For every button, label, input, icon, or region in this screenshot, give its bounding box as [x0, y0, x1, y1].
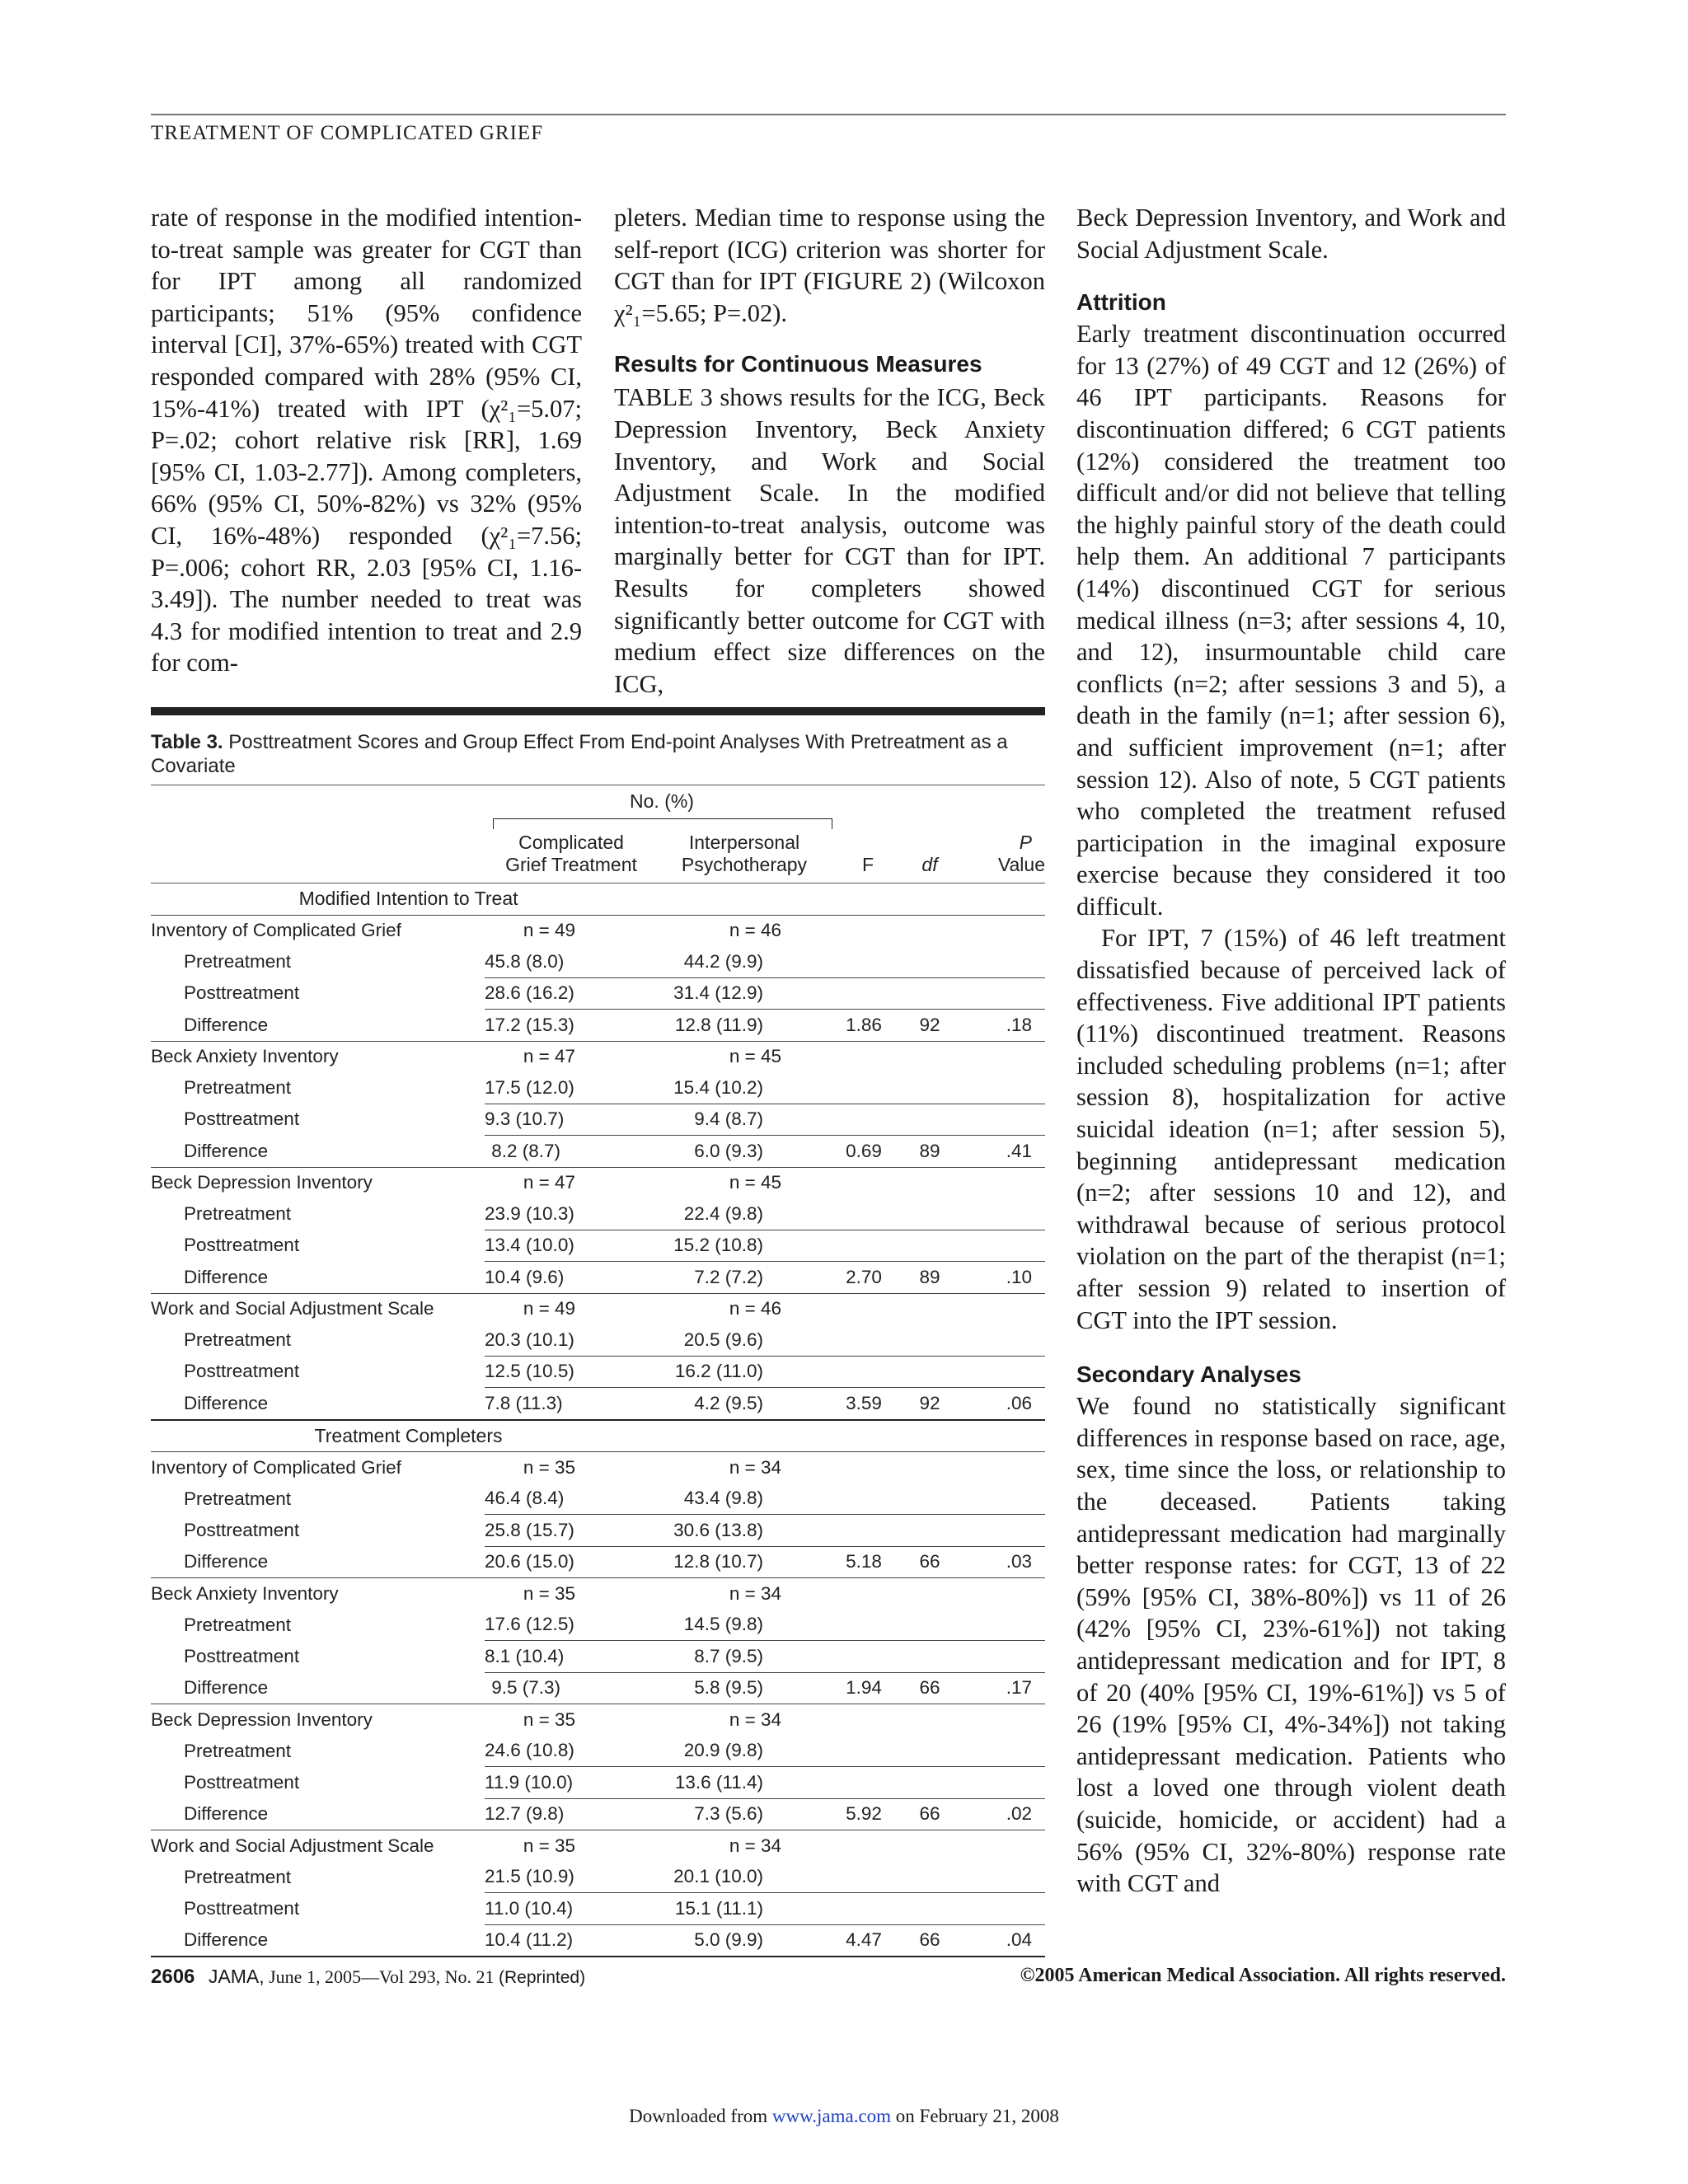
table-row	[151, 1798, 1045, 1830]
row-label: Pretreatment	[184, 1329, 292, 1350]
value-cgt: 46.4 (8.4)	[485, 1483, 658, 1515]
value-df	[897, 1736, 963, 1767]
value-f: 4.47	[831, 1924, 897, 1957]
row-label: Posttreatment	[184, 1519, 300, 1540]
value-ipt: 5.0 (9.9)	[658, 1924, 831, 1957]
measure-n-cgt: n = 49	[485, 915, 658, 946]
table-row	[151, 946, 1045, 977]
measure-row	[151, 1452, 1045, 1483]
value-ipt: 7.3 (5.6)	[694, 1803, 763, 1825]
measure-n-ipt: n = 45	[658, 1167, 831, 1198]
value-df: 66	[897, 1924, 963, 1957]
measure-row	[151, 1704, 1045, 1736]
section-title: Treatment Completers	[314, 1424, 503, 1446]
value-p: .17	[1006, 1677, 1033, 1699]
measure-empty	[963, 1293, 1045, 1324]
value-ipt: 44.2 (9.9)	[658, 946, 831, 977]
value-p: .02	[1006, 1803, 1033, 1825]
value-f	[831, 1072, 897, 1104]
row-label: Difference	[184, 1677, 269, 1698]
value-cgt: 17.5 (12.0)	[485, 1072, 658, 1104]
heading-attrition: Attrition	[1076, 289, 1166, 316]
value-df	[897, 1324, 963, 1356]
value-ipt: 22.4 (9.8)	[658, 1198, 831, 1230]
running-head: TREATMENT OF COMPLICATED GRIEF	[151, 122, 544, 144]
header-f: F	[861, 854, 874, 875]
jama-link[interactable]: www.jama.com	[771, 2106, 892, 2126]
value-cgt: 8.2 (8.7)	[491, 1140, 560, 1161]
text-column-2	[614, 202, 1045, 700]
row-label: Difference	[184, 1392, 269, 1413]
table-row	[151, 1546, 1045, 1578]
value-cgt: 20.6 (15.0)	[485, 1551, 574, 1572]
row-label: Posttreatment	[184, 1108, 300, 1130]
value-p	[963, 1767, 1045, 1799]
heading-secondary-analyses: Secondary Analyses	[1076, 1361, 1301, 1388]
value-f	[831, 1767, 897, 1799]
value-p	[963, 1515, 1045, 1547]
text-column-3	[1076, 202, 1506, 1900]
row-label: Posttreatment	[184, 1897, 300, 1919]
value-f	[831, 1641, 897, 1673]
footer-journal: JAMA,	[208, 1966, 265, 1987]
section-header-row	[151, 883, 1045, 915]
value-cgt: 17.6 (12.5)	[485, 1610, 658, 1641]
measure-empty	[831, 1293, 897, 1324]
measure-name: Beck Depression Inventory	[151, 1167, 485, 1198]
table-row	[151, 1388, 1045, 1420]
measure-n-cgt: n = 35	[485, 1830, 658, 1862]
measure-row	[151, 1041, 1045, 1072]
value-f	[831, 1610, 897, 1641]
value-cgt: 11.9 (10.0)	[485, 1767, 658, 1799]
measure-row	[151, 1830, 1045, 1862]
measure-empty	[831, 1167, 897, 1198]
value-p: .06	[1006, 1392, 1033, 1413]
row-label: Difference	[151, 1924, 485, 1957]
table-row	[151, 1198, 1045, 1230]
table-caption-text: Posttreatment Scores and Group Effect From End-point Analyses With Pretreatment as a Covariate	[151, 731, 1008, 777]
header-group-label: No. (%)	[630, 790, 694, 812]
measure-empty	[963, 1167, 1045, 1198]
measure-name: Beck Anxiety Inventory	[151, 1578, 485, 1610]
value-cgt: 20.3 (10.1)	[485, 1324, 658, 1356]
download-notice	[0, 2106, 1688, 2127]
header-p-line1: P	[1019, 832, 1032, 853]
value-p: .18	[1006, 1014, 1033, 1035]
text-column-1	[151, 202, 582, 679]
value-cgt: 9.3 (10.7)	[485, 1104, 658, 1136]
row-label: Difference	[184, 1014, 269, 1035]
heading-results-continuous: Results for Continuous Measures	[614, 351, 982, 377]
measure-empty	[831, 1578, 897, 1610]
measure-empty	[963, 1830, 1045, 1862]
header-ipt-line1: Interpersonal	[688, 832, 800, 853]
table-row	[151, 1072, 1045, 1104]
value-f	[831, 1198, 897, 1230]
measure-name: Beck Anxiety Inventory	[151, 1041, 485, 1072]
table-row	[151, 1862, 1045, 1893]
value-ipt: 12.8 (10.7)	[673, 1551, 763, 1572]
table-row	[151, 1010, 1045, 1042]
value-cgt: 25.8 (15.7)	[485, 1515, 658, 1547]
col3-paragraph-1: Beck Depression Inventory, and Work and Social Adjustment Scale.	[1076, 204, 1506, 264]
table-row	[151, 1893, 1045, 1925]
measure-row	[151, 915, 1045, 946]
value-p: .10	[1006, 1266, 1033, 1287]
table-row	[151, 977, 1045, 1010]
table-label: Table 3.	[151, 731, 223, 753]
table-row	[151, 1672, 1045, 1704]
value-df	[897, 1356, 963, 1388]
value-p	[963, 1104, 1045, 1136]
value-df: 92	[919, 1014, 940, 1035]
value-p: .04	[963, 1924, 1045, 1957]
value-ipt: 15.1 (11.1)	[658, 1893, 831, 1925]
table-3	[151, 707, 1045, 1957]
row-label: Pretreatment	[184, 1203, 292, 1224]
measure-empty	[963, 1452, 1045, 1483]
measure-empty	[897, 1167, 963, 1198]
table-header	[151, 785, 1045, 883]
value-df	[897, 1767, 963, 1799]
measure-name: Work and Social Adjustment Scale	[151, 1830, 485, 1862]
measure-n-cgt: n = 47	[485, 1167, 658, 1198]
value-df	[897, 946, 963, 977]
measure-n-cgt: n = 49	[485, 1293, 658, 1324]
download-prefix: Downloaded from	[629, 2106, 768, 2126]
value-p: .03	[1006, 1551, 1033, 1572]
measure-name: Beck Depression Inventory	[151, 1704, 485, 1736]
footer-copyright: ©2005 American Medical Association. All rights reserved.	[1020, 1965, 1506, 1986]
table-row	[151, 1230, 1045, 1262]
value-cgt: 9.5 (7.3)	[491, 1677, 560, 1699]
value-f: 0.69	[846, 1140, 882, 1161]
row-label: Pretreatment	[184, 1866, 292, 1887]
value-f	[831, 1736, 897, 1767]
measure-n-cgt: n = 35	[485, 1578, 658, 1610]
value-cgt: 12.7 (9.8)	[485, 1803, 565, 1825]
row-label: Difference	[184, 1803, 269, 1824]
header-cgt-line1: Complicated	[518, 832, 624, 853]
value-f	[831, 977, 897, 1010]
value-ipt: 8.7 (9.5)	[658, 1641, 831, 1673]
row-label: Posttreatment	[184, 982, 300, 1004]
value-ipt: 6.0 (9.3)	[694, 1140, 763, 1161]
value-p	[963, 1641, 1045, 1673]
value-cgt: 10.4 (9.6)	[485, 1266, 565, 1287]
header-p-line2: Value	[997, 854, 1045, 875]
measure-empty	[831, 1452, 897, 1483]
row-label: Pretreatment	[184, 1614, 292, 1635]
table-row	[151, 1610, 1045, 1641]
value-p	[963, 1230, 1045, 1262]
value-ipt: 31.4 (12.9)	[658, 977, 831, 1010]
row-label: Posttreatment	[184, 1645, 300, 1666]
table-row	[151, 1356, 1045, 1388]
measure-empty	[963, 1578, 1045, 1610]
value-f: 1.94	[846, 1677, 882, 1699]
measure-empty	[831, 1830, 897, 1862]
row-label: Pretreatment	[184, 1077, 292, 1098]
value-df: 66	[919, 1551, 940, 1572]
value-f: 2.70	[846, 1266, 882, 1287]
header-ipt-line2: Psychotherapy	[681, 854, 808, 875]
measure-empty	[963, 915, 1045, 946]
col2-paragraph-2: TABLE 3 shows results for the ICG, Beck Depression Inventory, Beck Anxiety Inventory, and Work and Social Adjustment Scale. In the modified intention-to-treat analysis, outcome was marginally better for CGT than for IPT. Results for completers showed significantly better outcome for CGT with medium effect size differences on the ICG,	[614, 383, 1045, 698]
value-cgt: 7.8 (11.3)	[485, 1392, 563, 1413]
value-f	[831, 1230, 897, 1262]
value-ipt: 4.2 (9.5)	[694, 1392, 763, 1413]
value-cgt: 21.5 (10.9)	[485, 1862, 658, 1893]
value-p	[963, 1483, 1045, 1515]
footer-issue: June 1, 2005—Vol 293, No. 21	[269, 1966, 495, 1987]
value-ipt: 5.8 (9.5)	[694, 1677, 763, 1699]
value-ipt: 20.1 (10.0)	[658, 1862, 831, 1893]
value-ipt: 7.2 (7.2)	[694, 1266, 763, 1287]
measure-empty	[831, 1704, 897, 1736]
measure-empty	[963, 1704, 1045, 1736]
measure-empty	[897, 915, 963, 946]
value-ipt: 20.5 (9.6)	[658, 1324, 831, 1356]
row-label: Posttreatment	[184, 1771, 300, 1793]
download-suffix: on February 21, 2008	[895, 2106, 1059, 2126]
header-df: df	[921, 854, 938, 875]
measure-row	[151, 1578, 1045, 1610]
measure-empty	[963, 1041, 1045, 1072]
value-f	[831, 1483, 897, 1515]
page-number: 2606	[151, 1966, 195, 1988]
value-df: 92	[919, 1392, 940, 1413]
value-ipt: 13.6 (11.4)	[658, 1767, 831, 1799]
value-cgt: 11.0 (10.4)	[485, 1893, 658, 1925]
value-df: 89	[919, 1140, 940, 1161]
value-df	[897, 1515, 963, 1547]
row-label: Posttreatment	[184, 1361, 300, 1382]
value-f: 3.59	[846, 1392, 882, 1413]
measure-empty	[897, 1452, 963, 1483]
value-df	[897, 1610, 963, 1641]
table-row	[151, 1924, 1045, 1957]
measure-n-cgt: n = 47	[485, 1041, 658, 1072]
value-df	[897, 1893, 963, 1925]
value-df	[897, 1230, 963, 1262]
footer-reprinted: (Reprinted)	[499, 1968, 586, 1987]
measure-empty	[897, 1578, 963, 1610]
section-title: Modified Intention to Treat	[298, 888, 518, 910]
measure-name: Work and Social Adjustment Scale	[151, 1293, 485, 1324]
col2-paragraph-1: pleters. Median time to response using the self-report (ICG) criterion was shorter for CGT than for IPT (FIGURE 2) (Wilcoxon χ²₁=5.65; P=.02).	[614, 204, 1045, 327]
measure-empty	[897, 1704, 963, 1736]
col3-paragraph-3: For IPT, 7 (15%) of 46 left treatment dissatisfied because of perceived lack of effectiveness. Five additional IPT patients (11%) discontinued treatment. Reasons included scheduling problems (n=1; after session 8), hospitalization for active suicidal ideation (n=1; after session 5), beginning antidepressant medication (n=2; after sessions 10 and 12), and withdrawal because of serious protocol violation on the part of the therapist (n=1; after session 9) related to insertion of CGT into the IPT session.	[1076, 924, 1506, 1334]
measure-n-ipt: n = 46	[658, 915, 831, 946]
table-row	[151, 1136, 1045, 1168]
header-ipt	[662, 832, 827, 876]
header-group-bracket	[493, 818, 832, 829]
value-df	[897, 977, 963, 1010]
value-ipt: 12.8 (11.9)	[674, 1014, 763, 1035]
value-p	[963, 1736, 1045, 1767]
value-p	[963, 1324, 1045, 1356]
measure-n-ipt: n = 34	[658, 1704, 831, 1736]
table-row	[151, 1641, 1045, 1673]
measure-n-ipt: n = 34	[658, 1452, 831, 1483]
measure-empty	[831, 915, 897, 946]
value-p	[963, 977, 1045, 1010]
value-p	[963, 1356, 1045, 1388]
measure-row	[151, 1167, 1045, 1198]
value-f	[831, 1104, 897, 1136]
value-ipt: 43.4 (9.8)	[658, 1483, 831, 1515]
measure-row	[151, 1293, 1045, 1324]
value-cgt: 24.6 (10.8)	[485, 1736, 658, 1767]
table-row	[151, 1262, 1045, 1294]
value-ipt: 15.2 (10.8)	[658, 1230, 831, 1262]
value-ipt: 15.4 (10.2)	[658, 1072, 831, 1104]
measure-empty	[831, 1041, 897, 1072]
section-header-row	[151, 1421, 1045, 1452]
table-row	[151, 1324, 1045, 1356]
section-header-cell	[151, 883, 1045, 915]
measure-n-ipt: n = 45	[658, 1041, 831, 1072]
table-body	[151, 883, 1045, 1957]
value-p	[963, 1893, 1045, 1925]
table-row	[151, 1483, 1045, 1515]
value-df	[897, 1641, 963, 1673]
value-p	[963, 946, 1045, 977]
table-row	[151, 1515, 1045, 1547]
table-row	[151, 1767, 1045, 1799]
measure-n-ipt: n = 46	[658, 1293, 831, 1324]
value-cgt: 17.2 (15.3)	[485, 1014, 574, 1035]
measure-n-ipt: n = 34	[658, 1578, 831, 1610]
value-df: 89	[919, 1266, 940, 1287]
value-cgt: 10.4 (11.2)	[485, 1924, 658, 1957]
row-label: Pretreatment	[184, 1488, 292, 1509]
value-cgt: 23.9 (10.3)	[485, 1198, 658, 1230]
value-ipt: 20.9 (9.8)	[658, 1736, 831, 1767]
value-f	[831, 1893, 897, 1925]
value-ipt: 9.4 (8.7)	[658, 1104, 831, 1136]
measure-empty	[897, 1041, 963, 1072]
col1-paragraph: rate of response in the modified intention-to-treat sample was greater for CGT than for IPT among all randomized participants; 51% (95% confidence interval [CI], 37%-65%) treated with CGT responded compared with 28% (95% CI, 15%-41%) treated with IPT (χ²₁=5.07; P=.02; cohort relative risk [RR], 1.69 [95% CI, 1.03-2.77]). Among completers, 66% (95% CI, 50%-82%) vs 32% (95% CI, 16%-48%) responded (χ²₁=7.56; P=.006; cohort RR, 2.03 [95% CI, 1.16-3.49]). The number needed to treat was 4.3 for modified intention to treat and 2.9 for com-	[151, 204, 582, 677]
value-ipt: 16.2 (11.0)	[658, 1356, 831, 1388]
measure-name: Inventory of Complicated Grief	[151, 915, 485, 946]
header-p	[963, 832, 1045, 876]
row-label: Pretreatment	[184, 1740, 292, 1761]
value-cgt: 45.8 (8.0)	[485, 946, 658, 977]
table-caption	[151, 730, 1045, 778]
value-f: 5.92	[846, 1803, 882, 1825]
row-label: Difference	[184, 1551, 269, 1572]
value-cgt: 12.5 (10.5)	[485, 1356, 658, 1388]
row-label: Difference	[184, 1266, 269, 1287]
table-row	[151, 1104, 1045, 1136]
measure-n-cgt: n = 35	[485, 1452, 658, 1483]
value-f: 1.86	[846, 1014, 882, 1035]
header-cgt-line2: Grief Treatment	[505, 854, 637, 875]
row-label: Posttreatment	[184, 1235, 300, 1256]
measure-empty	[897, 1293, 963, 1324]
value-p	[963, 1862, 1045, 1893]
section-header-cell	[151, 1421, 1045, 1452]
value-f	[831, 1324, 897, 1356]
value-df	[897, 1198, 963, 1230]
value-p	[963, 1198, 1045, 1230]
value-p: .41	[1006, 1140, 1033, 1161]
row-label: Pretreatment	[184, 951, 292, 972]
value-df	[897, 1862, 963, 1893]
footer-citation	[151, 1966, 585, 1989]
col3-paragraph-4: We found no statistically significant differences in response based on race, age, sex, time since the loss, or relationship to the deceased. Patients taking antidepressant medication had marginally better response rates: for CGT, 13 of 22 (59% [95% CI, 38%-80%]) vs 11 of 26 (42% [95% CI, 23%-61%]) not taking antidepressant medication and for IPT, 8 of 20 (40% [95% CI, 19%-61%]) vs 5 of 26 (19% [95% CI, 4%-34%]) not taking antidepressant medication. Patients who lost a loved one through violent death (suicide, homicide, or accident) had a 56% (95% CI, 32%-80%) response rate with CGT and	[1076, 1392, 1506, 1898]
value-f	[831, 1862, 897, 1893]
measure-empty	[897, 1830, 963, 1862]
measure-n-ipt: n = 34	[658, 1830, 831, 1862]
value-df: 66	[919, 1677, 940, 1699]
measure-n-cgt: n = 35	[485, 1704, 658, 1736]
value-cgt: 8.1 (10.4)	[485, 1641, 658, 1673]
row-label: Difference	[184, 1140, 269, 1161]
value-p	[963, 1072, 1045, 1104]
table-row	[151, 1736, 1045, 1767]
value-f: 5.18	[846, 1551, 882, 1572]
value-df	[897, 1483, 963, 1515]
col3-paragraph-2: Early treatment discontinuation occurred for 13 (27%) of 49 CGT and 12 (26%) of 46 IPT participants. Reasons for discontinuation differed; 6 CGT patients (12%) considered the treatment too difficult and/or did not believe that telling the highly painful story of the death could help them. An additional 7 participants (14%) discontinued CGT for serious medical illness (n=3; after sessions 4, 10, and 12), insurmountable child care conflicts (n=2; after sessions 3 and 5), a death in the family (n=1; after session 6), and sufficient improvement (n=1; after session 12). Also of note, 5 CGT patients who completed the treatment refused participation in the imaginal exposure exercise because they considered it too difficult.	[1076, 320, 1506, 921]
value-f	[831, 946, 897, 977]
header-cgt	[485, 832, 658, 876]
value-cgt: 28.6 (16.2)	[485, 977, 658, 1010]
value-cgt: 13.4 (10.0)	[485, 1230, 658, 1262]
value-ipt: 30.6 (13.8)	[658, 1515, 831, 1547]
value-f	[831, 1356, 897, 1388]
value-ipt: 14.5 (9.8)	[658, 1610, 831, 1641]
measure-name: Inventory of Complicated Grief	[151, 1452, 485, 1483]
value-f	[831, 1515, 897, 1547]
value-df: 66	[919, 1803, 940, 1825]
table-top-rule	[151, 707, 1045, 715]
value-p	[963, 1610, 1045, 1641]
value-df	[897, 1072, 963, 1104]
top-rule	[151, 114, 1506, 115]
value-df	[897, 1104, 963, 1136]
